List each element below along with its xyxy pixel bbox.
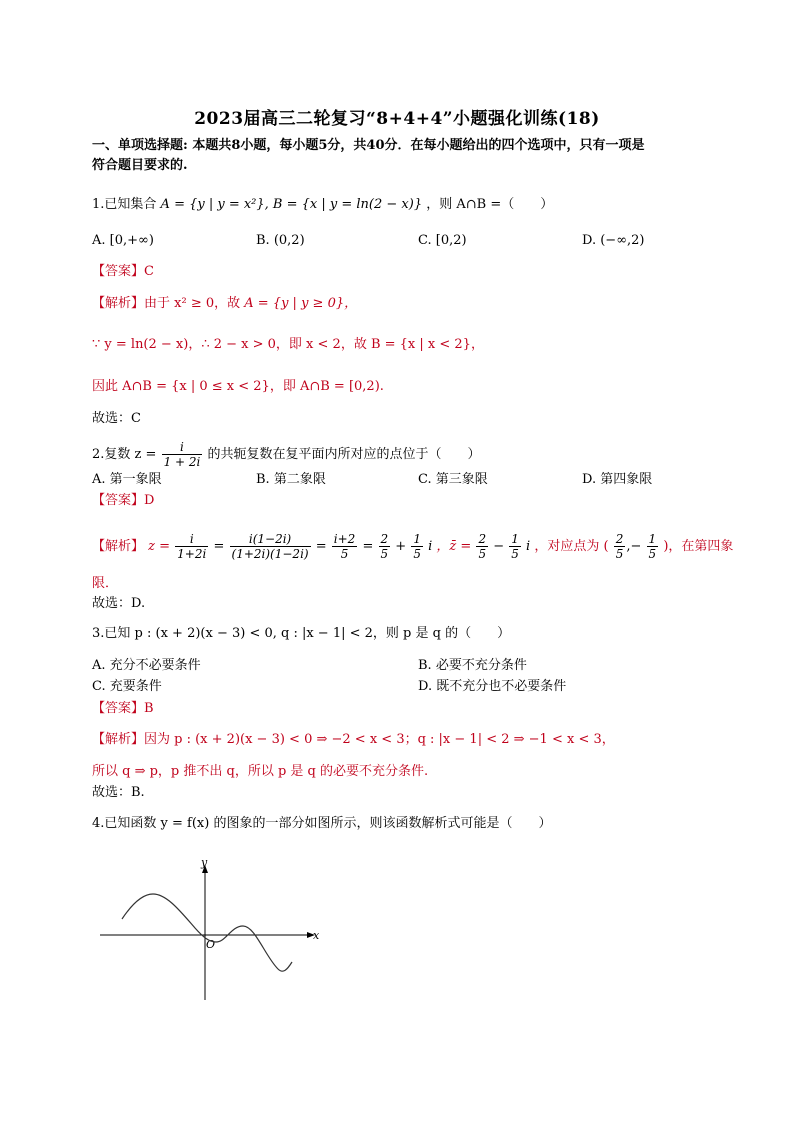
q1-option-d: D. (−∞,2) xyxy=(582,233,645,248)
q2-analysis-frac4 xyxy=(379,532,391,561)
q1-option-b: B. (0,2) xyxy=(256,233,305,248)
q2-analysis-z: z = xyxy=(148,539,171,554)
origin-label: O xyxy=(206,938,216,951)
section-heading-line2: 符合题目要求的. xyxy=(92,158,188,173)
q3-conclusion: 故选：B. xyxy=(92,785,145,800)
q2-answer-value: D xyxy=(144,493,155,508)
q2-f1-num: i xyxy=(175,532,208,547)
q4-stem: 4.已知函数 y = f(x) 的图象的一部分如图所示，则该函数解析式可能是（ ） xyxy=(92,816,552,831)
analysis-tag: 【解析】 xyxy=(92,732,145,747)
q2-analysis-frac2 xyxy=(230,532,311,561)
q2-f8-den: 5 xyxy=(615,547,624,561)
q1-answer xyxy=(92,263,154,281)
q2-point-text: ，对应点为 ( xyxy=(534,539,609,554)
q1-option-a: A. [0,+∞) xyxy=(92,233,154,248)
q2-analysis-frac8 xyxy=(614,532,626,561)
q2-minus-2: − xyxy=(630,539,642,554)
q1-analysis-line3: 因此 A∩B = {x | 0 ≤ x < 2}，即 A∩B = [0,2). xyxy=(92,379,384,394)
analysis-tag: 【解析】 xyxy=(92,296,145,311)
q3-answer-value: B xyxy=(144,701,154,716)
q1-conclusion: 故选：C xyxy=(92,411,141,426)
q1-option-c: C. [0,2) xyxy=(418,233,467,248)
q2-fraction xyxy=(162,440,203,469)
q3-option-d: D. 既不充分也不必要条件 xyxy=(418,679,567,694)
q1-set-b: , B = {x | y = ln(2 − x)} xyxy=(264,197,423,212)
q2-f3-den: 5 xyxy=(340,547,349,561)
q2-minus: − xyxy=(493,539,505,554)
q2-close-text: )，在第四象 xyxy=(663,539,734,554)
y-axis-label: y xyxy=(201,856,208,869)
q1-set-a: A = {y | y = x²} xyxy=(160,197,265,212)
q3-option-b: B. 必要不充分条件 xyxy=(418,658,527,673)
q2-suffix: 的共轭复数在复平面内所对应的点位于（ ） xyxy=(207,447,481,462)
q2-f2-num: i(1−2i) xyxy=(230,532,311,547)
answer-tag: 【答案】 xyxy=(92,701,145,716)
q3-analysis-line2: 所以 q ⇒ p，p 推不出 q，所以 p 是 q 的必要不充分条件. xyxy=(92,764,429,779)
q3-analysis-line1 xyxy=(92,731,615,749)
q2-analysis-line1: 【解析】 z = $\frac{i}{1+2i}$ = $\frac{i(1-2i)}{(1+2i)(1-2i)}$ = $\frac{i+2}{5}$ = $\frac{2}{5}$ + $\frac{1}{5}$ i ，z̄ = $\frac{2}{5}$ − $\frac{1}{5}$ i ，对应点为 ( $\frac{2}{5}$ ,− $\frac{1}{5}$ )，在第四象 xyxy=(92,532,734,561)
q1-analysis-line1 xyxy=(92,295,357,313)
analysis-tag: 【解析】 xyxy=(92,539,145,554)
q2-comma: , xyxy=(626,539,631,554)
q2-f4-den: 5 xyxy=(380,547,389,561)
function-curve xyxy=(122,894,292,971)
q3-analysis1: 因为 p : (x + 2)(x − 3) < 0 ⇒ −2 < x < 3；q : |x − 1| < 2 ⇒ −1 < x < 3， xyxy=(144,732,615,747)
page-title: 2023届高三二轮复习“8+4+4”小题强化训练(18) xyxy=(194,109,600,129)
q2-analysis-frac1 xyxy=(175,532,208,561)
q2-frac-den: 1 + 2i xyxy=(163,455,201,469)
q2-analysis-frac9 xyxy=(647,532,659,561)
q2-f6-den: 5 xyxy=(478,547,487,561)
answer-tag: 【答案】 xyxy=(92,264,145,279)
q1-prefix: 1.已知集合 xyxy=(92,197,157,212)
q2-answer xyxy=(92,492,154,510)
q1-answer-value: C xyxy=(144,264,154,279)
q2-f5-num: 1 xyxy=(413,532,421,546)
q2-f2-den: (1+2i)(1−2i) xyxy=(231,547,309,561)
q2-f7-den: 5 xyxy=(511,547,519,561)
q2-analysis-frac6 xyxy=(476,532,488,561)
q2-f6-num: 2 xyxy=(478,532,487,546)
q2-plus: + xyxy=(395,539,407,554)
q3-option-a: A. 充分不必要条件 xyxy=(92,658,201,673)
q3-answer xyxy=(92,700,154,718)
q1-analysis1-a: 由于 x² ≥ 0，故 xyxy=(144,296,245,311)
q2-prefix: 2.复数 z = xyxy=(92,447,157,462)
q2-i-2: i xyxy=(526,539,531,554)
q2-f5-den: 5 xyxy=(413,547,421,561)
q2-option-b: B. 第二象限 xyxy=(256,472,326,487)
q3-option-c: C. 充要条件 xyxy=(92,679,162,694)
q2-f1-den: 1+2i xyxy=(177,547,207,561)
q2-f9-num: 1 xyxy=(648,532,657,546)
q2-option-c: C. 第三象限 xyxy=(418,472,488,487)
q2-f9-den: 5 xyxy=(648,547,657,561)
q4-function-graph xyxy=(95,852,335,1002)
x-axis-label: x xyxy=(313,929,320,942)
q2-f8-num: 2 xyxy=(615,532,624,546)
q2-analysis-frac3 xyxy=(332,532,358,561)
q2-option-d: D. 第四象限 xyxy=(582,472,653,487)
q2-zbar: ，z̄ = xyxy=(436,539,472,554)
q1-stem xyxy=(92,196,553,214)
q2-analysis-frac5 xyxy=(411,532,423,561)
q2-stem xyxy=(92,440,481,469)
q2-f3-num: i+2 xyxy=(333,532,356,546)
q3-stem: 3.已知 p : (x + 2)(x − 3) < 0, q : |x − 1| < 2，则 p 是 q 的（ ） xyxy=(92,626,511,641)
q2-conclusion: 故选：D. xyxy=(92,596,146,611)
q1-suffix: ，则 A∩B =（ ） xyxy=(426,197,554,212)
section-heading-line1: 一、单项选择题: 本题共8小题，每小题5分，共40分．在每小题给出的四个选项中，只有一项是 xyxy=(92,138,645,153)
q2-i: i xyxy=(428,539,433,554)
q2-f7-num: 1 xyxy=(511,532,519,546)
q2-f4-num: 2 xyxy=(380,532,389,546)
q2-analysis-cont: 限． xyxy=(92,576,119,591)
q2-analysis-frac7 xyxy=(509,532,521,561)
q2-option-a: A. 第一象限 xyxy=(92,472,162,487)
q2-frac-num: i xyxy=(162,440,203,455)
answer-tag: 【答案】 xyxy=(92,493,145,508)
q1-analysis1-b: A = {y | y ≥ 0}， xyxy=(244,296,358,311)
q1-analysis-line2: ∵ y = ln(2 − x)，∴ 2 − x > 0，即 x < 2，故 B = {x | x < 2}， xyxy=(92,337,484,352)
